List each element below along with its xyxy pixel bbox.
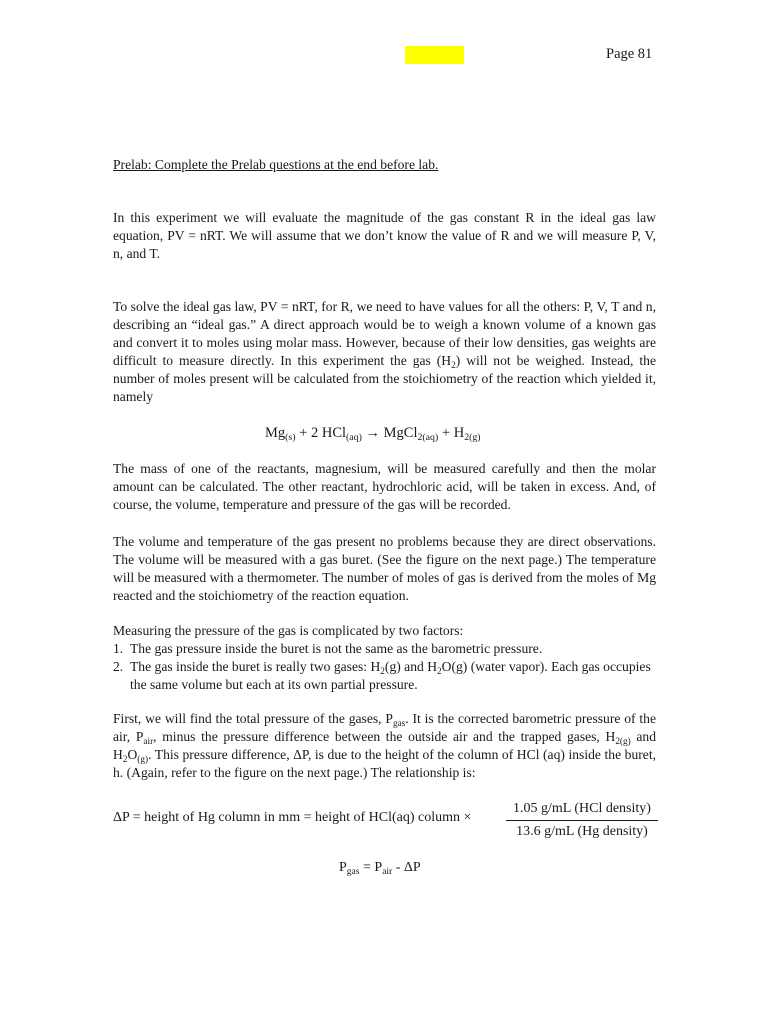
fraction-denominator: 13.6 g/mL (Hg density) xyxy=(516,824,648,839)
list-item: 1. The gas pressure inside the buret is not the same as the barometric pressure. xyxy=(113,641,543,656)
fraction-numerator: 1.05 g/mL (HCl density) xyxy=(513,801,651,816)
paragraph-mass: The mass of one of the reactants, magnesium, will be measured carefully and then the molar amount can be calculated. The other reactant, hydrochloric acid, will be taken in excess. And, of course, the volume, temperature and pressure of the gas will be recorded. xyxy=(113,461,656,512)
list-item: 2. The gas inside the buret is really two gases: $H_2(g)$ and $H_2O(g)$ (water vapor). Each gas occupies the same volume but each at its own partial pressure. xyxy=(113,659,651,692)
paragraph-volume-temperature: The volume and temperature of the gas present no problems because they are direct observations. The volume will be measured with a gas buret. (See the figure on the next page.) The temperature will be measured with a thermometer. The number of moles of gas is derived from the moles of Mg reacted and the stoichiometry of the reaction equation. xyxy=(113,534,656,603)
paragraph-ideal-gas: To solve the ideal gas law, PV = nRT, for R, we need to have values for all the others: P, V, T and n, describing an “ideal gas.” A direct approach would be to weigh a known volume of a known gas and convert it to moles using molar mass. However, because of their low densities, gas weights are difficult to measure directly. In this experiment the gas $(H_2)$ will not be weighed. Instead, the number of moles present will be calculated from the stoichiometry of the reaction which yielded it, namely xyxy=(113,299,656,404)
paragraph-total-pressure: First, we will find the total pressure of the gases, $P_{gas}$. It is the corrected barometric pressure of the air, $P_{air}$, minus the pressure difference between the outside air and the trapped gases, $H_{2(g)}$ and $H_2O_{(g)}$. This pressure difference, ΔP, is due to the height of the column of HCl (aq) inside the buret, h. (Again, refer to the figure on the next page.) The relationship is: xyxy=(113,711,656,780)
paragraph-intro: In this experiment we will evaluate the magnitude of the gas constant R in the ideal gas law equation, PV = nRT. We will assume that we don’t know the value of R and we will measure P, V, n, and T. xyxy=(113,210,656,261)
factors-intro: Measuring the pressure of the gas is complicated by two factors: xyxy=(113,623,464,638)
paragraph-pressure-factors xyxy=(113,622,656,694)
density-fraction xyxy=(506,800,658,841)
yellow-highlight-mark xyxy=(405,46,464,64)
equation-left-side: ΔP = height of Hg column in mm = height of HCl(aq) column × xyxy=(113,810,472,825)
reaction-equation: $Mg_{(s)} + 2$ HCl$_{(aq)}$ → MgCl$_{2(aq)}$ + $H_{2(g)}$ xyxy=(265,425,481,443)
prelab-instruction: Prelab: Complete the Prelab questions at the end before lab. xyxy=(113,157,439,172)
fraction-bar xyxy=(506,820,658,821)
pressure-difference-equation xyxy=(113,800,658,844)
gas-pressure-equation: $P_{gas} = P_{air} - \Delta P$ xyxy=(339,860,421,877)
page-number: Page 81 xyxy=(606,46,653,62)
